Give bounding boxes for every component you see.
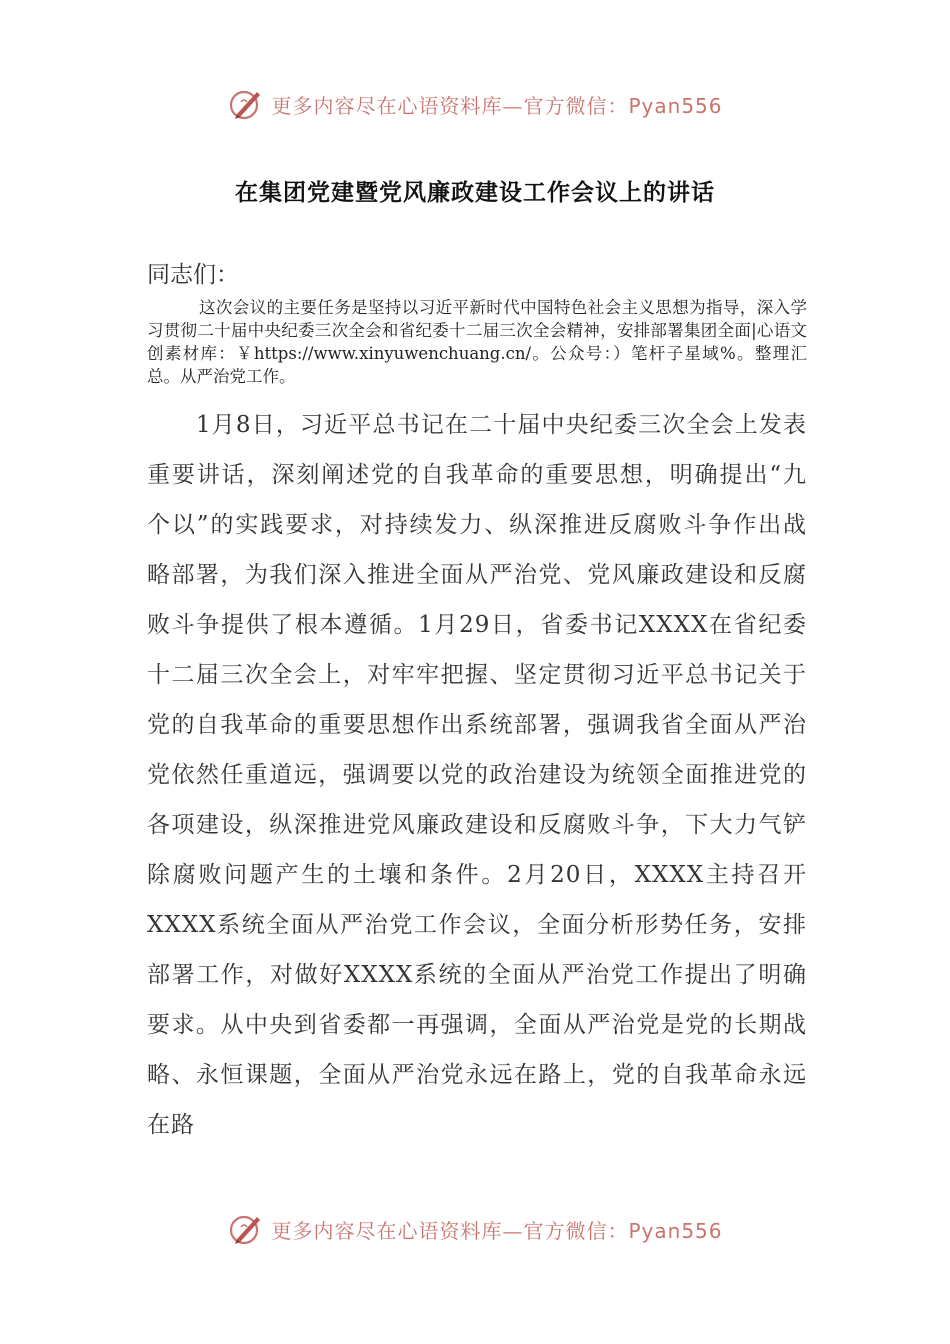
- document-title: 在集团党建暨党风廉政建设工作会议上的讲话: [235, 180, 715, 206]
- footer-banner-label: 更多内容尽在心语资料库—官方微信：: [271, 1218, 629, 1243]
- header-banner-label: 更多内容尽在心语资料库—官方微信：: [271, 93, 629, 118]
- salutation: 同志们：: [147, 262, 239, 288]
- header-wechat-id: Pyan556: [628, 93, 723, 118]
- header-banner-text: [271, 90, 722, 119]
- body-paragraph: 1月8日，习近平总书记在二十届中央纪委三次全会上发表重要讲话，深刻阐述党的自我革命的重要思想，明确提出“九个以”的实践要求，对持续发力、纵深推进反腐败斗争作出战略部署，为我们深入推进全面从严治党、党风廉政建设和反腐败斗争提供了根本遵循。1月29日，省委书记XXXX在省纪委十二届三次全会上，对牢牢把握、坚定贯彻习近平总书记关于党的自我革命的重要思想作出系统部署，强调我省全面从严治党依然任重道远，强调要以党的政治建设为统领全面推进党的各项建设，纵深推进党风廉政建设和反腐败斗争，下大力气铲除腐败问题产生的土壤和条件。2月20日，XXXX主持召开XXXX系统全面从严治党工作会议，全面分析形势任务，安排部署工作，对做好XXXX系统的全面从严治党工作提出了明确要求。从中央到省委都一再强调，全面从严治党是党的长期战略、永恒课题，全面从严治党永远在路上，党的自我革命永远在路: [147, 412, 807, 1138]
- intro-paragraph: 这次会议的主要任务是坚持以习近平新时代中国特色社会主义思想为指导，深入学习贯彻二十届中央纪委三次全会和省纪委十二届三次全会精神，安排部署集团全面|心语文创素材库：￥https://www.xinyuwenchuang.cn/。公众号：）笔杆子星域%。整理汇总。从严治党工作。: [147, 298, 807, 386]
- pen-circle-logo-icon: [227, 84, 267, 124]
- header-banner: [0, 82, 950, 126]
- footer-banner: [0, 1207, 950, 1251]
- pen-circle-logo-icon: [227, 1209, 267, 1249]
- footer-wechat-id: Pyan556: [628, 1218, 723, 1243]
- footer-banner-text: [271, 1215, 722, 1244]
